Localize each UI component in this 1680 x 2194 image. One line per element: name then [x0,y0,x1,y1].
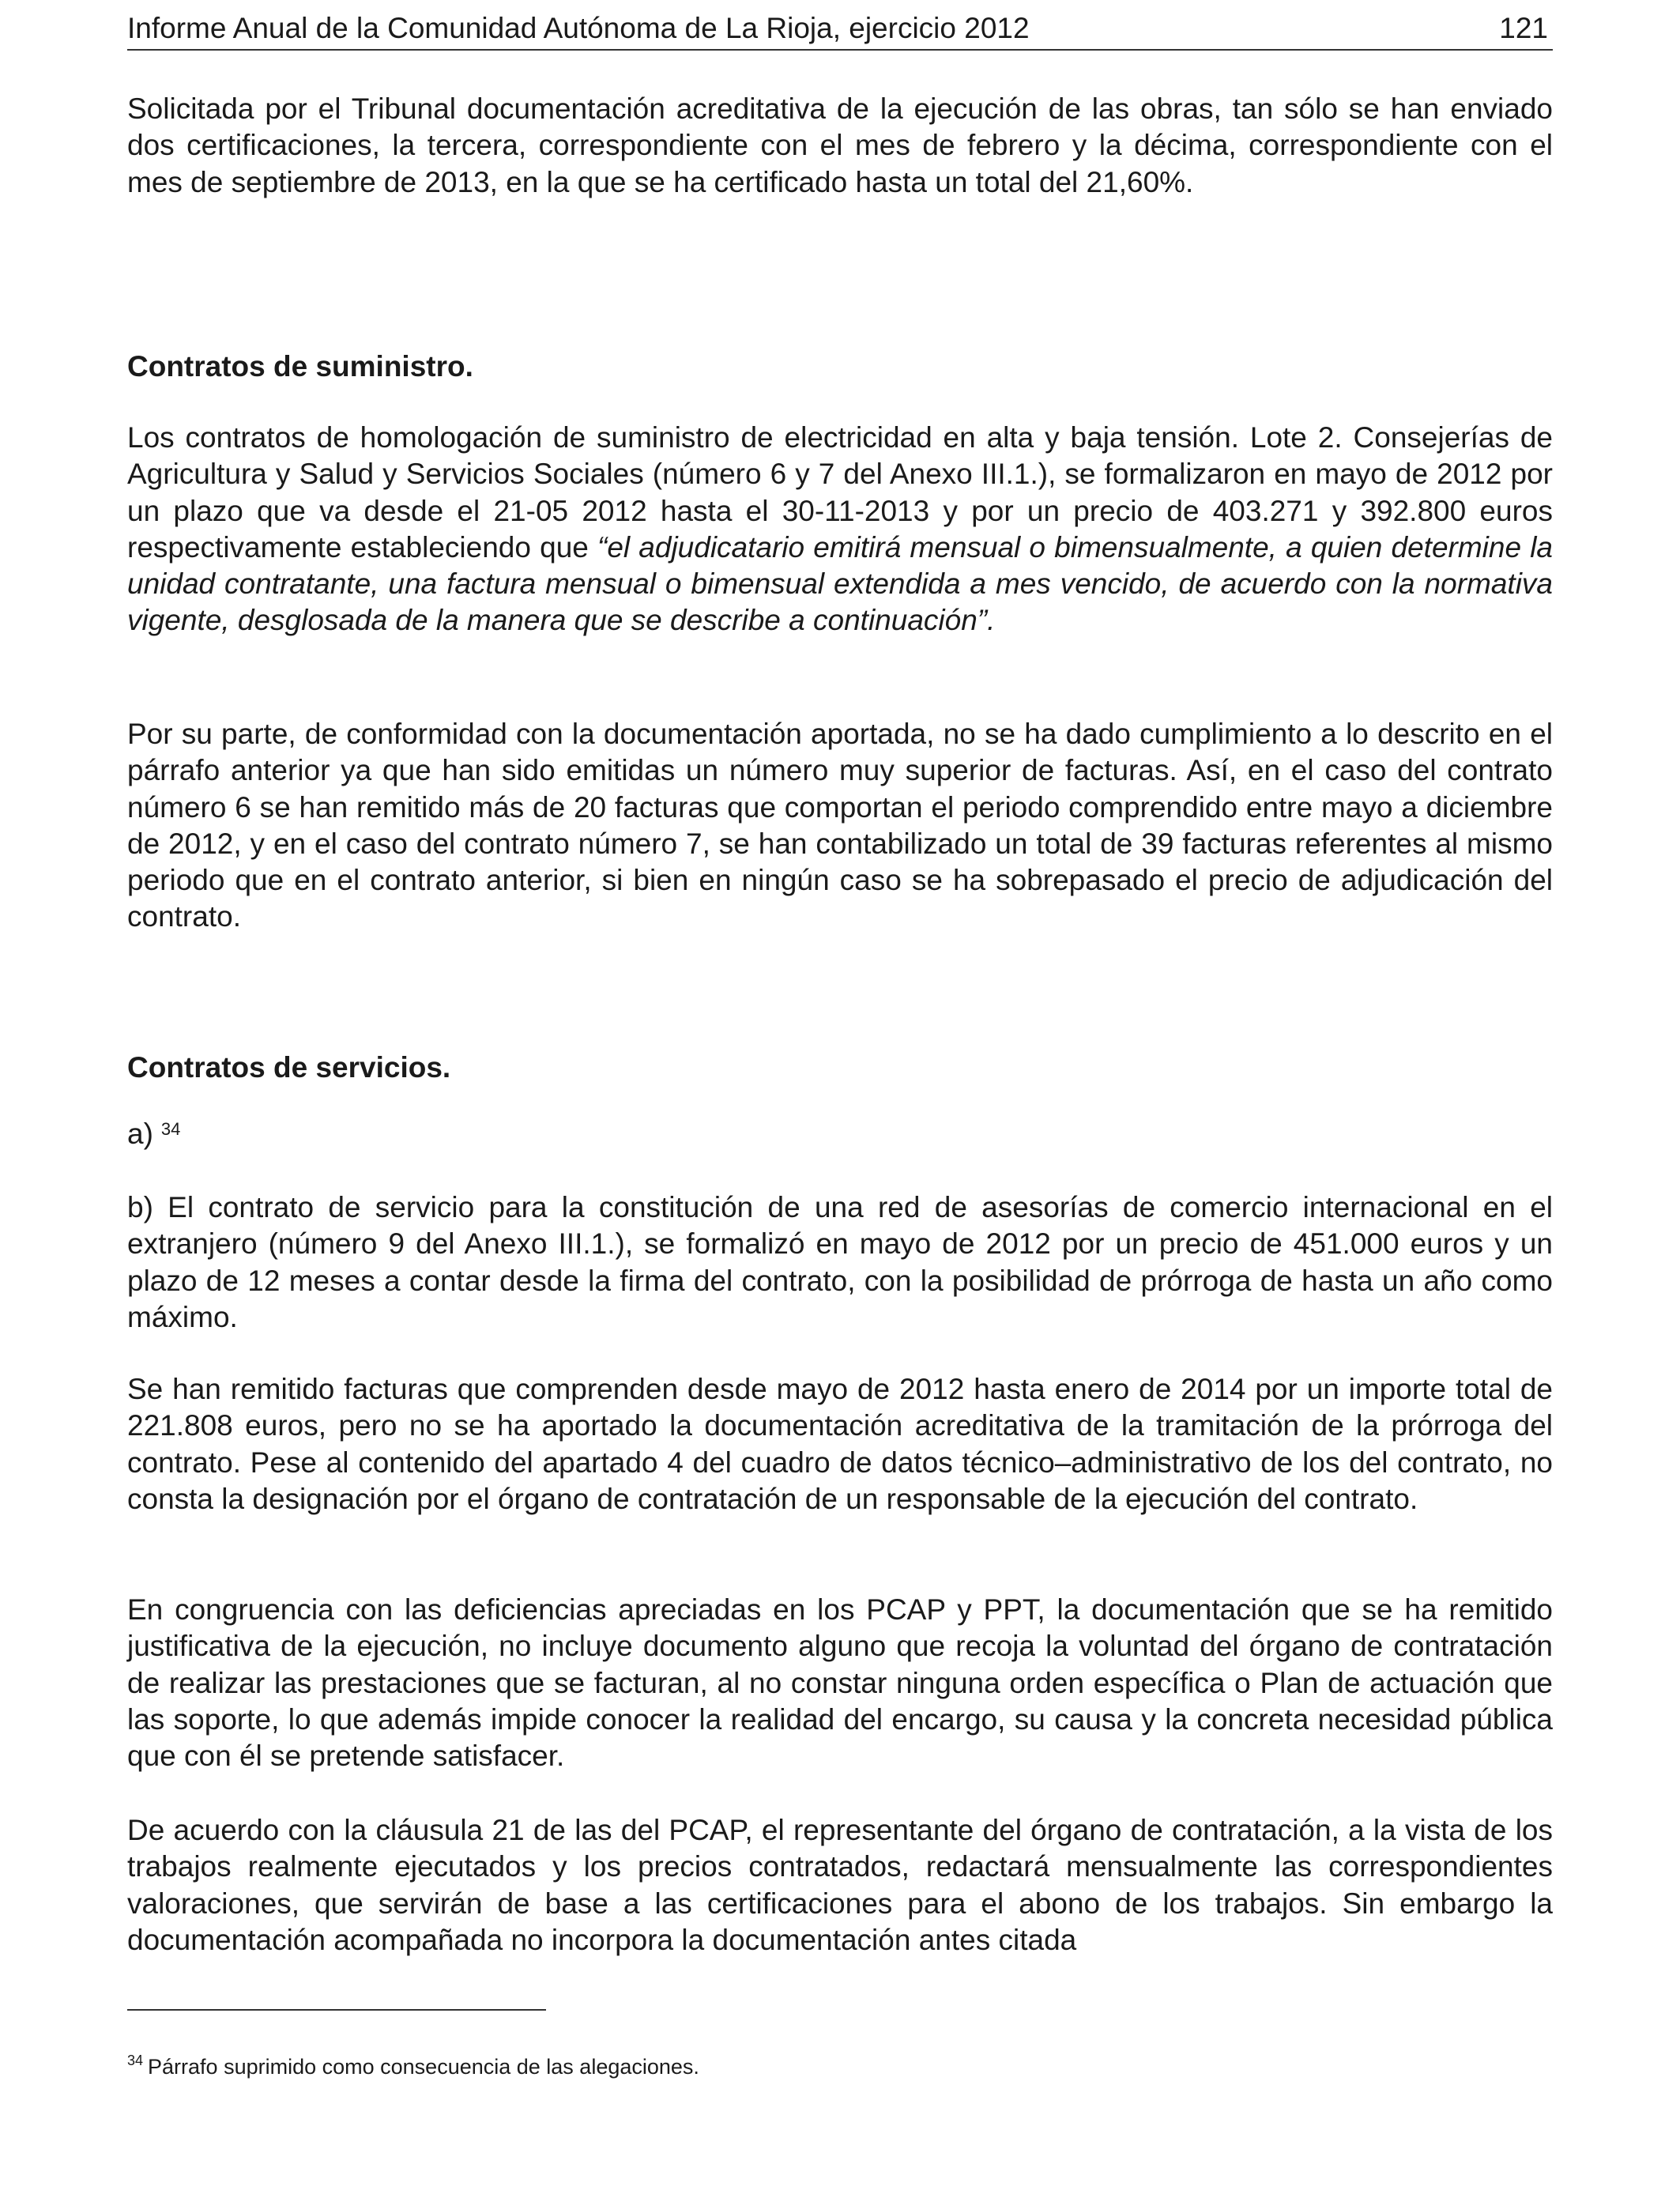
footnote [127,2053,699,2080]
paragraph-clausula-21: De acuerdo con la cláusula 21 de las del PCAP, el representante del órgano de contratación, a la vista de los trabajos realmente ejecutados y los precios contratados, redactará mensualmente las correspondientes valoraciones, que servirán de base a las certificaciones para el abono de los trabajos. Sin embargo la documentación acompañada no incorpora la documentación antes citada [127,1814,1553,1956]
footnote-number: 34 [127,2053,144,2068]
footnote-reference[interactable]: 34 [160,1119,181,1139]
heading-contratos-suministro: Contratos de suministro. [127,350,473,383]
paragraph-facturas-emitidas: Por su parte, de conformidad con la documentación aportada, no se ha dado cumplimiento a lo descrito en el párrafo anterior ya que han sido emitidas un número muy superior de facturas. Así, en el caso del contrato número 6 se han remitido más de 20 facturas que comportan el periodo comprendido entre mayo a diciembre de 2012, y en el caso del contrato número 7, se han contabilizado un total de 39 facturas referentes al mismo periodo que en el contrato anterior, si bien en ningún caso se ha sobrepasado el precio de adjudicación del contrato. [127,718,1553,933]
page-header [127,8,1553,51]
heading-contratos-servicios: Contratos de servicios. [127,1051,451,1084]
paragraph-contrato-asesorias: b) El contrato de servicio para la constitución de una red de asesorías de comercio internacional en el extranjero (número 9 del Anexo III.1.), se formalizó en mayo de 2012 por un precio de 451.000 euros y un plazo de 12 meses a contar desde la firma del contrato, con la posibilidad de prórroga de hasta un año como máximo. [127,1191,1553,1333]
header-title: Informe Anual de la Comunidad Autónoma de La Rioja, ejercicio 2012 [127,12,1030,44]
quoted-clause: “el adjudicatario emitirá mensual o bimensualmente, a quien determine la unidad contratante, una factura mensual o bimensual extendida a mes vencido, de acuerdo con la normativa vigente, desglosada de la manera que se describe a continuación”. [127,530,1553,637]
paragraph-text: Los contratos de homologación de suministro de electricidad en alta y baja tensión. Lote 2. Consejerías de Agricultura y Salud y Servicios Sociales (número 6 y 7 del Anexo III.1.), se formalizaron en mayo de 2012 por un plazo que va desde el 21-05 2012 hasta el 30-11-2013 y por un precio de 403.271 y 392.800 euros respectivamente estableciendo que [127,421,1553,564]
footnote-divider [127,2009,546,2011]
list-item-a [127,1116,1553,1152]
footnote-text: Párrafo suprimido como consecuencia de las alegaciones. [148,2055,699,2079]
list-item-a-label: a) [127,1118,153,1150]
paragraph-facturas-remitidas: Se han remitido facturas que comprenden desde mayo de 2012 hasta enero de 2014 por un importe total de 221.808 euros, pero no se ha aportado la documentación acreditativa de la tramitación de la prórroga del contrato. Pese al contenido del apartado 4 del cuadro de datos técnico–administrativo de los del contrato, no consta la designación por el órgano de contratación de un responsable de la ejecución del contrato. [127,1373,1553,1515]
paragraph-deficiencias-pcap: En congruencia con las deficiencias apreciadas en los PCAP y PPT, la documentación que se ha remitido justificativa de la ejecución, no incluye documento alguno que recoja la voluntad del órgano de contratación de realizar las prestaciones que se facturan, al no constar ninguna orden específica o Plan de actuación que las soporte, lo que además impide conocer la realidad del encargo, su causa y la concreta necesidad pública que con él se pretende satisfacer. [127,1593,1553,1773]
paragraph-obras-certificaciones: Solicitada por el Tribunal documentación acreditativa de la ejecución de las obras, tan sólo se han enviado dos certificaciones, la tercera, correspondiente con el mes de febrero y la décima, correspondiente con el mes de septiembre de 2013, en la que se ha certificado hasta un total del 21,60%. [127,92,1553,198]
paragraph-contratos-homologacion [127,420,1553,639]
page-number: 121 [1499,12,1548,44]
